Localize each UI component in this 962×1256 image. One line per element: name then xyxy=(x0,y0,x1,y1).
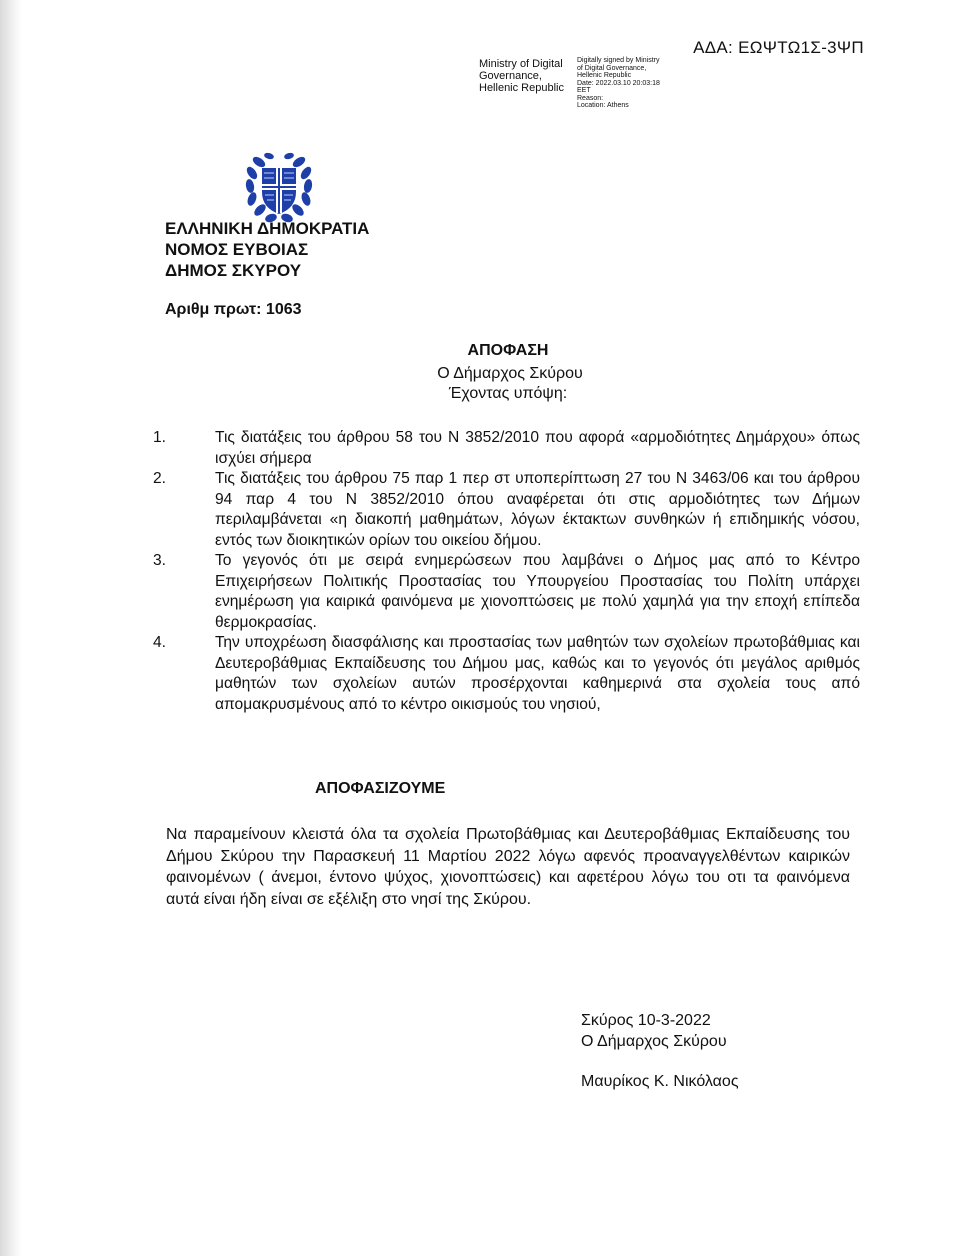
signatory-role: Ο Δήμαρχος Σκύρου xyxy=(581,1033,727,1050)
signature-detail-line: Reason: xyxy=(577,94,604,102)
list-item-number: 1. xyxy=(153,429,167,446)
issuer-header xyxy=(165,218,369,281)
list-item xyxy=(150,633,860,715)
signature-detail-line: of Digital Governance, xyxy=(577,64,647,72)
list-item-text: Το γεγονός ότι με σειρά ενημερώσεων που λαμβάνει ο Δήμος μας από το Κέντρο Επιχειρήσεων Πολιτικής Προστασίας του Υπουργείου Προστασίας του Πολίτη υπάρχει ενημέρωση για καιρικά φαινόμενα με χιονοπτώσεις με πολύ χαμηλά για την εποχή επίπεδα θερμοκρασίας. xyxy=(215,552,860,631)
signature-issuer-line: Hellenic Republic xyxy=(479,82,564,94)
header-country: ΕΛΛΗΝΙΚΗ ΔΗΜΟΚΡΑΤΙΑ xyxy=(165,219,370,238)
signature-detail-line: Digitally signed by Ministry xyxy=(577,57,660,64)
ada-code: ΑΔΑ: ΕΩΨΤΩ1Σ-3ΨΠ xyxy=(693,38,864,57)
signature-issuer-line: Governance, xyxy=(479,70,542,82)
mayor-line: Ο Δήμαρχος Σκύρου xyxy=(437,365,583,382)
list-item-number: 4. xyxy=(153,634,167,651)
list-item xyxy=(150,428,860,469)
signature-detail-line: Date: 2022.03.10 20:03:18 xyxy=(577,79,660,87)
signatory-name: Μαυρίκος Κ. Νικόλαος xyxy=(581,1073,739,1090)
list-item-number: 2. xyxy=(153,470,167,487)
signature-detail-line: Hellenic Republic xyxy=(577,72,632,79)
decision-title: ΑΠΟΦΑΣΗ xyxy=(467,342,549,359)
digital-signature-details xyxy=(577,57,687,110)
list-item-text: Τις διατάξεις του άρθρου 75 παρ 1 περ στ υποπερίπτωση 27 του Ν 3463/06 και του άρθρου 94 παρ 4 του Ν 3852/2010 όπου αναφέρεται ότι στις αρμοδιότητες των Δήμων περιλαμβάνεται «η διακοπή μαθημάτων, λόγων έκτακτων συνθηκών ή επιδημικής νόσου, εντός των διοικητικών ορίων του οικείου δήμου. xyxy=(215,470,860,549)
header-municipality: ΔΗΜΟΣ ΣΚΥΡΟΥ xyxy=(165,261,302,280)
hellenic-republic-emblem-icon xyxy=(240,148,318,226)
list-item-number: 3. xyxy=(153,552,167,569)
considering-heading: Έχοντας υπόψη: xyxy=(448,385,568,402)
list-item xyxy=(150,469,860,551)
considerations-list xyxy=(150,428,860,715)
signature-detail-line: Location: Athens xyxy=(577,102,629,109)
we-decide-heading: ΑΠΟΦΑΣΙΖΟΥΜΕ xyxy=(315,780,446,797)
digital-signature-issuer xyxy=(479,58,579,94)
list-item-text: Την υποχρέωση διασφάλισης και προστασίας των μαθητών των σχολείων πρωτοβάθμιας και Δευτεροβάθμιας Εκπαίδευσης του Δήμου μας, καθώς και το γεγονός ότι μεγάλος αριθμός μαθητών των σχολείων αυτών προσέρχονται καθημερινά στα σχολεία τους από απομακρυσμένους από το κέντρο οικισμούς του νησιού, xyxy=(215,634,860,713)
place-date: Σκύρος 10-3-2022 xyxy=(581,1012,711,1029)
signature-issuer-line: Ministry of Digital xyxy=(479,58,563,70)
list-item xyxy=(150,551,860,633)
protocol-number: Αριθμ πρωτ: 1063 xyxy=(165,301,302,318)
list-item-text: Τις διατάξεις του άρθρου 58 του Ν 3852/2010 που αφορά «αρμοδιότητες Δημάρχου» όπως ισχύει σήμερα xyxy=(215,429,860,467)
header-prefecture: ΝΟΜΟΣ ΕΥΒΟΙΑΣ xyxy=(165,240,309,259)
signature-detail-line: EET xyxy=(577,87,591,94)
decision-text: Να παραμείνουν κλειστά όλα τα σχολεία Πρωτοβάθμιας και Δευτεροβάθμιας Εκπαίδευσης του Δήμου Σκύρου την Παρασκευή 11 Μαρτίου 2022 λόγω αφενός προαναγγελθέντων καιρικών φαινομένων ( άνεμοι, έντονο ψύχος, χιονοπτώσεις) και αφετέρου λόγω του οτι τα φαινόμενα αυτά είναι ήδη είναι σε εξέλιξη στο νησί της Σκύρου. xyxy=(166,826,850,908)
